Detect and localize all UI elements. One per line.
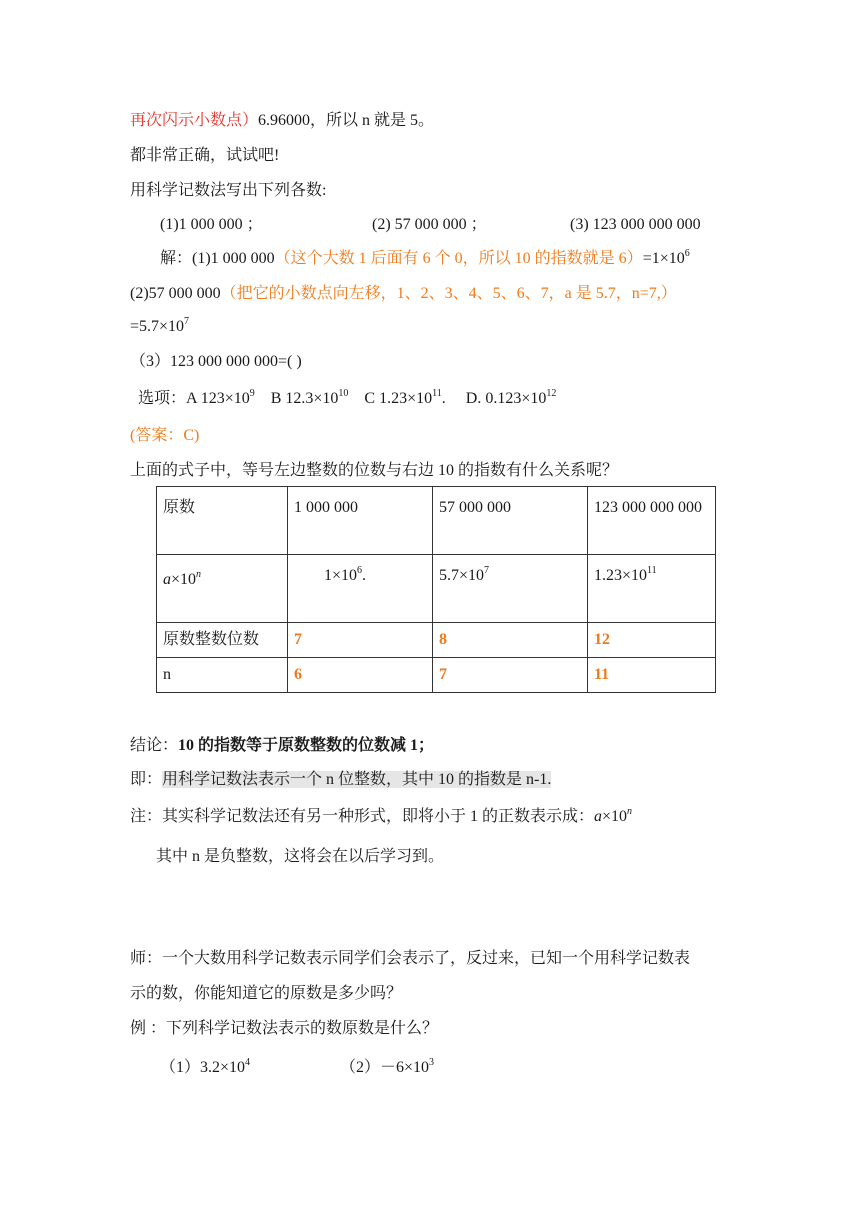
option-d: D. 0.123×10 [465, 390, 547, 407]
problem-1: (1)1 000 000 ； [160, 216, 263, 233]
namely-label: 即： [130, 771, 163, 788]
example-item-1-text: （1）3.2×10 [160, 1059, 246, 1076]
example-item-2-text: （2）－6×10 [340, 1059, 430, 1076]
cell-a-2-exp: 7 [484, 565, 490, 576]
note [130, 806, 632, 828]
note-mid: ×10 [602, 808, 628, 825]
table-cell: 6 [288, 658, 433, 693]
a-symbol: a [163, 571, 171, 588]
solution-2-note: （把它的小数点向左移，1、2、3、4、5、6、7，a 是 5.7，n=7,） [220, 285, 677, 302]
note-n: n [627, 806, 633, 817]
option-c: C 1.23×10 [364, 390, 433, 407]
cell-a-1-tail: . [362, 567, 367, 584]
conclusion-label: 结论： [130, 737, 179, 754]
table-cell: 8 [433, 623, 588, 658]
line-1 [130, 110, 434, 132]
table-cell: n [157, 658, 288, 693]
problem-2: (2) 57 000 000 ； [372, 216, 487, 233]
options-line [138, 388, 556, 410]
option-a-exp: 9 [249, 388, 255, 399]
conclusion-text: 10 的指数等于原数整数的位数减 1； [178, 737, 435, 754]
teacher-line-1: 师：一个大数用科学记数表示同学们会表示了，反过来，已知一个用科学记数表 [130, 950, 691, 967]
table-cell [588, 555, 716, 623]
example-item-1-exp: 4 [245, 1057, 251, 1068]
cell-a-3: 1.23×10 [594, 567, 648, 584]
option-b-exp: 10 [338, 388, 349, 399]
table-cell: 12 [588, 623, 716, 658]
table-cell: 原数整数位数 [157, 623, 288, 658]
solution-3: （3）123 000 000 000=( ) [130, 353, 302, 370]
cell-a-2: 5.7×10 [439, 567, 485, 584]
example-item-2 [340, 1057, 434, 1079]
example-item-1 [160, 1057, 250, 1079]
example: 例 ：下列科学记数法表示的数原数是什么？ [130, 1020, 439, 1037]
table-cell [157, 555, 288, 623]
table-cell: 57 000 000 [433, 487, 588, 555]
question: 上面的式子中，等号左边整数的位数与右边 10 的指数有什么关系呢？ [130, 462, 619, 479]
line-1-red: 再次闪示小数点） [130, 112, 259, 129]
line-1-rest: 6.96000，所以 n 就是 5。 [258, 112, 435, 129]
option-c-tail: . [441, 390, 446, 407]
comparison-table [156, 486, 716, 693]
option-d-exp: 12 [546, 388, 557, 399]
table-cell [433, 555, 588, 623]
solution-1 [160, 248, 690, 270]
table-row-digits [157, 623, 716, 658]
solution-2-label: (2)57 000 000 [130, 285, 221, 302]
table-row-header [157, 487, 716, 555]
cell-a-3-exp: 11 [647, 565, 657, 576]
line-3: 用科学记数法写出下列各数: [130, 182, 327, 199]
solution-2-result: =5.7×10 [130, 318, 185, 335]
line-2: 都非常正确，试试吧! [130, 147, 280, 164]
cell-a-1-exp: 6 [357, 565, 363, 576]
table-cell [288, 555, 433, 623]
conclusion [130, 735, 434, 757]
namely [130, 769, 551, 791]
table-cell: 原数 [157, 487, 288, 555]
table-cell: 1 000 000 [288, 487, 433, 555]
problem-3: (3) 123 000 000 000 [570, 216, 701, 233]
table-cell: 7 [433, 658, 588, 693]
option-b: B 12.3×10 [270, 390, 339, 407]
options-label: 选项： [138, 390, 187, 407]
example-item-2-exp: 3 [429, 1057, 435, 1068]
solution-1-label: 解：(1)1 000 000 [160, 250, 275, 267]
table-row-a [157, 555, 716, 623]
n-symbol: n [196, 569, 202, 580]
note-a: a [594, 808, 603, 825]
cell-a-1: 1×10 [324, 567, 358, 584]
teacher-line-2: 示的数，你能知道它的原数是多少吗？ [130, 985, 403, 1002]
solution-1-note: （这个大数 1 后面有 6 个 0，所以 10 的指数就是 6） [274, 250, 643, 267]
solution-2-result-line [130, 316, 189, 338]
solution-1-exp: 6 [684, 248, 690, 259]
solution-2-exp: 7 [184, 316, 190, 327]
table-cell: 7 [288, 623, 433, 658]
option-c-exp: 11 [432, 388, 442, 399]
times-ten: ×10 [171, 571, 197, 588]
table-cell: 11 [588, 658, 716, 693]
note-2: 其中 n 是负整数，这将会在以后学习到。 [156, 848, 445, 865]
solution-1-result: =1×10 [642, 250, 685, 267]
option-a: A 123×10 [186, 390, 250, 407]
solution-2 [130, 283, 677, 305]
table-row-n [157, 658, 716, 693]
namely-text: 用科学记数法表示一个 n 位整数，其中 10 的指数是 n-1. [162, 771, 552, 788]
note-text: 注：其实科学记数法还有另一种形式，即将小于 1 的正数表示成： [130, 808, 595, 825]
answer: (答案：C) [130, 427, 200, 444]
table-cell: 123 000 000 000 [588, 487, 716, 555]
